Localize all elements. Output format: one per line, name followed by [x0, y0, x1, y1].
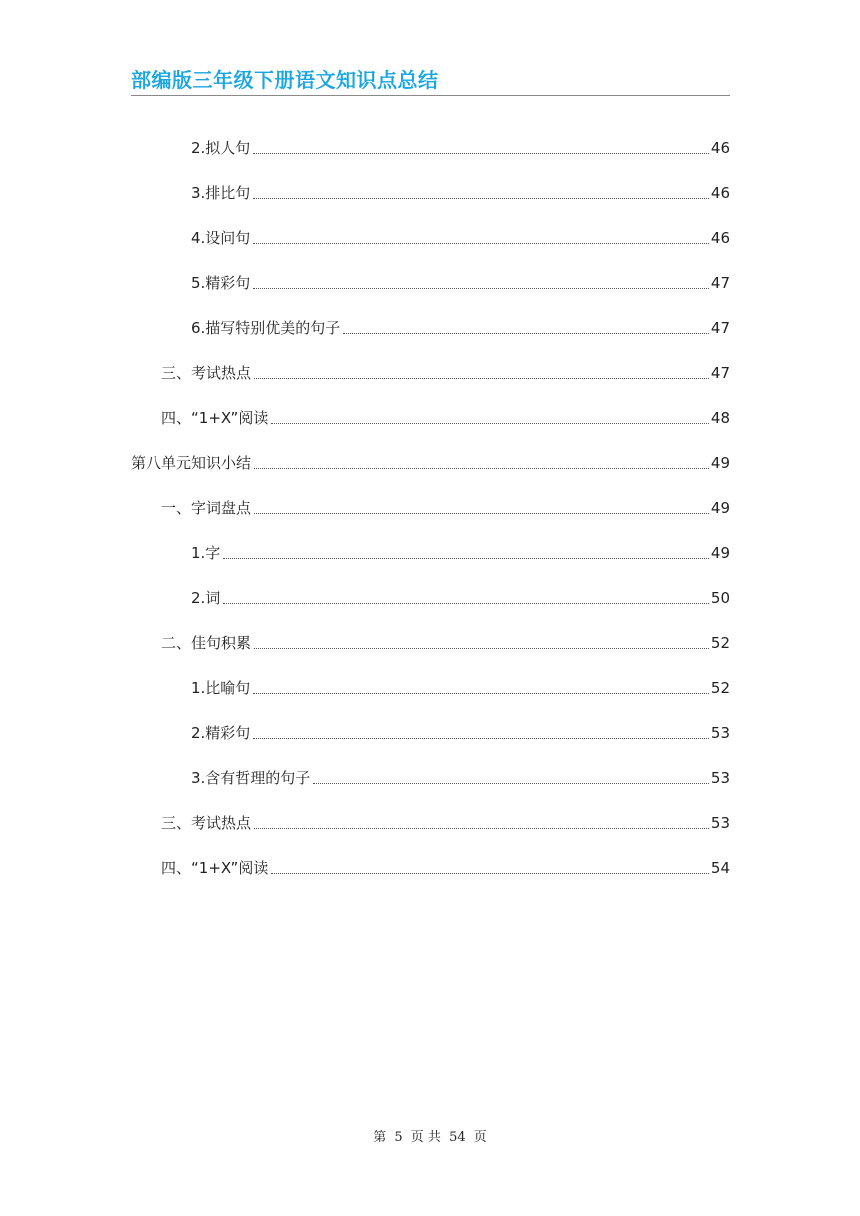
- toc-dot-leader: [253, 243, 709, 244]
- toc-dot-leader: [223, 558, 709, 559]
- toc-entry-label: 3.排比句: [191, 184, 251, 202]
- toc-page-number: 47: [710, 319, 730, 337]
- toc-dot-leader: [253, 153, 709, 154]
- toc-entry-label: 1.字: [191, 544, 221, 562]
- footer-prefix: 第: [373, 1130, 387, 1145]
- toc-entry-label: 第八单元知识小结: [131, 454, 252, 472]
- toc-page-number: 53: [710, 724, 730, 742]
- toc-entry-label: 6.描写特别优美的句子: [191, 319, 341, 337]
- toc-dot-leader: [253, 693, 709, 694]
- toc-entry-label: 1.比喻句: [191, 679, 251, 697]
- toc-dot-leader: [254, 378, 709, 379]
- toc-page-number: 49: [710, 544, 730, 562]
- toc-page-number: 50: [710, 589, 730, 607]
- toc-page-number: 52: [710, 634, 730, 652]
- toc-page-number: 49: [710, 454, 730, 472]
- toc-entry-label: 4.设问句: [191, 229, 251, 247]
- toc-entry-label: 三、考试热点: [161, 814, 252, 832]
- toc-page-number: 47: [710, 364, 730, 382]
- toc-entry-label: 2.拟人句: [191, 139, 251, 157]
- document-title: 部编版三年级下册语文知识点总结: [131, 68, 439, 92]
- toc-entry-label: 3.含有哲理的句子: [191, 769, 311, 787]
- toc-entry[interactable]: [131, 204, 730, 249]
- toc-entry-label: 一、字词盘点: [161, 499, 252, 517]
- toc-page-number: 49: [710, 499, 730, 517]
- toc-page-number: 53: [710, 814, 730, 832]
- page-header: [131, 62, 730, 96]
- footer-current-page: 5: [394, 1130, 403, 1145]
- toc-page-number: 47: [710, 274, 730, 292]
- toc-entry-label: 四、“1+X”阅读: [161, 409, 269, 427]
- toc-dot-leader: [254, 513, 709, 514]
- toc-page-number: 52: [710, 679, 730, 697]
- toc-page-number: 46: [710, 229, 730, 247]
- toc-entry[interactable]: [131, 654, 730, 699]
- toc-entry[interactable]: [131, 474, 730, 519]
- toc-entry[interactable]: [131, 744, 730, 789]
- toc-entry-label: 2.词: [191, 589, 221, 607]
- toc-dot-leader: [343, 333, 709, 334]
- toc-page-number: 53: [710, 769, 730, 787]
- toc-entry-label: 二、佳句积累: [161, 634, 252, 652]
- toc-entry[interactable]: [131, 249, 730, 294]
- toc-page-number: 46: [710, 184, 730, 202]
- footer-suffix: 页: [473, 1130, 487, 1145]
- toc-entry[interactable]: [131, 384, 730, 429]
- toc-dot-leader: [253, 288, 709, 289]
- toc-entry[interactable]: [131, 294, 730, 339]
- toc-dot-leader: [253, 198, 709, 199]
- footer-middle: 页 共: [410, 1130, 441, 1145]
- toc-entry-label: 5.精彩句: [191, 274, 251, 292]
- toc-entry[interactable]: [131, 564, 730, 609]
- toc-dot-leader: [223, 603, 709, 604]
- toc-entry[interactable]: [131, 789, 730, 834]
- toc-dot-leader: [254, 648, 709, 649]
- table-of-contents: [131, 114, 730, 879]
- toc-page-number: 46: [710, 139, 730, 157]
- toc-dot-leader: [271, 423, 709, 424]
- toc-entry[interactable]: [131, 519, 730, 564]
- toc-dot-leader: [271, 873, 709, 874]
- toc-entry[interactable]: [131, 609, 730, 654]
- toc-entry[interactable]: [131, 429, 730, 474]
- footer-total-pages: 54: [449, 1130, 466, 1145]
- toc-page-number: 48: [710, 409, 730, 427]
- toc-entry[interactable]: [131, 699, 730, 744]
- toc-page-number: 54: [710, 859, 730, 877]
- toc-dot-leader: [313, 783, 709, 784]
- page-footer: [0, 1126, 860, 1145]
- toc-entry[interactable]: [131, 159, 730, 204]
- toc-entry-label: 三、考试热点: [161, 364, 252, 382]
- toc-entry[interactable]: [131, 114, 730, 159]
- toc-dot-leader: [254, 468, 709, 469]
- toc-entry-label: 四、“1+X”阅读: [161, 859, 269, 877]
- toc-entry[interactable]: [131, 339, 730, 384]
- toc-dot-leader: [254, 828, 709, 829]
- toc-dot-leader: [253, 738, 709, 739]
- toc-entry[interactable]: [131, 834, 730, 879]
- toc-entry-label: 2.精彩句: [191, 724, 251, 742]
